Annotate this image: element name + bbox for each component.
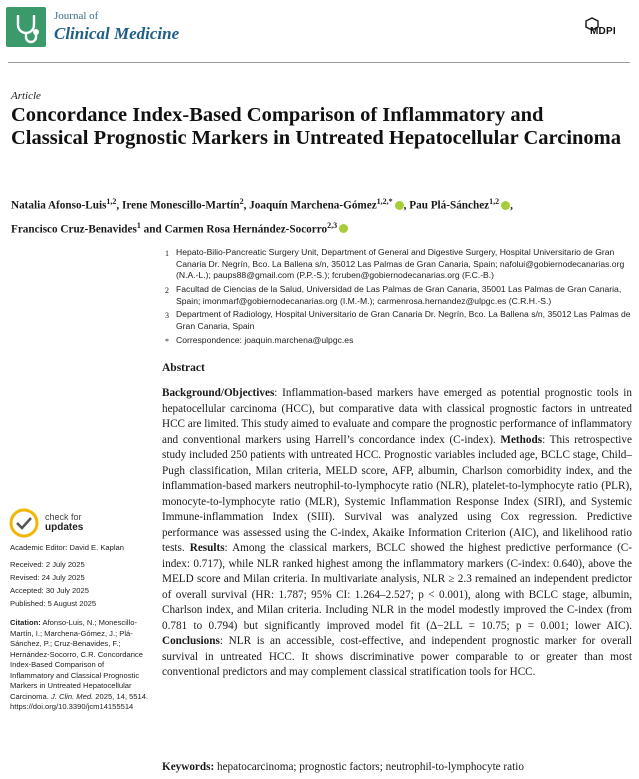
abstract-section-label: Methods (500, 433, 543, 446)
citation-text: Afonso-Luis, N.; Monescillo-Martín, I.; Marchena-Gómez, J.; Plá-Sánchez, P.; Cruz-Benavides, F.; Hernández-Socorro, C.R. Concordance Index-Based Comparison of Inflammatory and Classical Prognostic Markers in Untreated Hepatocellular Carcinoma. (10, 618, 143, 701)
orcid-icon[interactable] (395, 201, 404, 210)
author-affiliation-ref: 2 (239, 197, 244, 206)
journal-name[interactable]: Clinical Medicine (54, 24, 180, 43)
keywords-text: hepatocarcinoma; prognostic factors; neutrophil-to-lymphocyte ratio (217, 761, 524, 773)
author-affiliation-ref: 1,2 (106, 197, 117, 206)
date-revised: Revised: 24 July 2025 (10, 573, 85, 582)
author-name[interactable]: Natalia Afonso-Luis (11, 199, 107, 212)
author-affiliation-ref: 1 (136, 220, 141, 230)
date-received: Received: 2 July 2025 (10, 560, 85, 569)
journal-prefix: Journal of (54, 10, 99, 22)
author-separator: and (140, 223, 165, 236)
affiliation-number: * (165, 337, 169, 346)
affiliation-text: Facultad de Ciencias de la Salud, Universidad de Las Palmas de Gran Canaria, 35001 Las Palmas de Gran Canaria, Spain; imonmarf@gobiernodecanarias.org (I.M.-M.); carmenrosa.hernandez@ulpgc.es (C.R.H.-S.) (176, 284, 622, 306)
abstract-section-text: : Among the classical markers, BCLC showed the highest predictive performance (C-index: 0.717), while NLR ranked highest among the inflammatory markers (C-index: 0.640), above the MELD score and Milan criteria. In multivariate analysis, NLR ≥ 2.3 remained an independent predictor of overall survival (HR: 1.787; 95% CI: 1.264–2.527; p < 0.001), along with BCLC stage, albumin, Charlson index, and Milan criteria. Including NLR in the model modestly improved the C-index (from 0.781 to 0.794) but significantly improved model fit (Δ−2LL = 10.75; p = 0.001; lower AIC). (162, 542, 632, 632)
paper-title: Concordance Index-Based Comparison of Inflammatory and Classical Prognostic Markers in Untreated Hepatocellular Carcinoma (11, 104, 621, 149)
author-separator: , (510, 199, 513, 212)
author-name[interactable]: Irene Monescillo-Martín (122, 199, 240, 212)
author-affiliation-ref: 1,2,* (376, 197, 393, 206)
affiliation-text: Department of Radiology, Hospital Universitario de Gran Canaria Dr. Negrín, Bco. La Ballena s/n, 35012 Las Palmas de Gran Canaria, Spain (176, 309, 631, 331)
publisher-logo[interactable]: MDPI (590, 26, 616, 37)
affiliation-number: 1 (165, 249, 169, 258)
author-name[interactable]: Carmen Rosa Hernández-Socorro (164, 223, 328, 236)
article-type: Article (11, 90, 41, 102)
abstract-section-label: Results (189, 542, 225, 554)
citation-doi[interactable]: https://doi.org/10.3390/jcm14155514 (10, 702, 134, 711)
abstract-body (162, 386, 632, 681)
date-published: Published: 5 August 2025 (10, 599, 97, 608)
citation-journal: J. Clin. Med. (50, 691, 94, 701)
abstract-heading: Abstract (162, 362, 205, 374)
affiliation-number: 3 (165, 311, 169, 320)
abstract-section-text: : NLR is an accessible, cost-effective, and independent prognostic marker for overall survival in untreated HCC. It shows discriminative power comparable to or greater than most conventional predictors and may complement classical stratification tools for HCC. (162, 635, 632, 678)
check-for-updates-line2: updates (45, 522, 84, 533)
keywords-label: Keywords: (162, 761, 215, 773)
citation-volume: 2025, 14, 5514. (95, 691, 149, 701)
author-separator: , (116, 199, 123, 212)
citation-block (10, 618, 150, 713)
date-accepted: Accepted: 30 July 2025 (10, 586, 89, 595)
check-for-updates-icon[interactable] (9, 508, 39, 538)
abstract-section-text: : This retrospective study included 250 patients with untreated HCC. Prognostic variables included age, BCLC stage, Child–Pugh classification, Milan criteria, MELD score, AFP, albumin, Charlson comorbidity index, and the inflammation-based markers neutrophil-to-lymphocyte ratio (NLR), platelet-to-lymphocyte ratio (PLR), monocyte-to-lymphocyte ratio (MLR), Systemic Inflammation Response Index (SIRI), and Systemic Immune-inflammation Index (SIII). Survival was analyzed using Cox regression. Predictive performance was assessed using the C-index, Akaike Information Criterion (AIC), and likelihood ratio tests. (162, 433, 632, 554)
author-list (11, 192, 631, 239)
stethoscope-icon (6, 7, 46, 47)
citation-label: Citation: (10, 618, 41, 627)
academic-editor: Academic Editor: David E. Kaplan (10, 543, 124, 552)
abstract-section-label: Background/Objectives (162, 387, 275, 399)
affiliation-number: 2 (165, 286, 169, 295)
author-separator: , (243, 199, 250, 212)
author-name[interactable]: Joaquín Marchena-Gómez (249, 199, 377, 212)
author-affiliation-ref: 1,2 (489, 197, 500, 206)
header-divider (8, 62, 630, 63)
abstract-section-label: Conclusions (162, 635, 220, 647)
correspondence-text: Correspondence: joaquin.marchena@ulpgc.es (176, 335, 354, 345)
check-for-updates-link[interactable] (45, 512, 83, 533)
orcid-icon[interactable] (339, 224, 348, 233)
author-separator: , (403, 199, 410, 212)
author-affiliation-ref: 2,3 (327, 220, 338, 230)
check-for-updates-line1: check for (45, 512, 82, 522)
affiliation-text: Hepato-Bilio-Pancreatic Surgery Unit, Department of General and Digestive Surgery, Hospital Universitario de Gran Canaria Dr. Negrín, Bco. La Ballena s/n, 35012 Las Palmas de Gran Canaria, Spain; nafolui@gobiernodecanarias.org (N.A.-L.); paups88@gmail.com (P.P.-S.); fcruben@gobiernodecanarias.org (F.C.-B.) (176, 247, 625, 280)
author-name[interactable]: Francisco Cruz-Benavides (11, 223, 137, 236)
author-name[interactable]: Pau Plá-Sánchez (409, 199, 490, 212)
abstract-section-text: : Inflammation-based markers have emerged as potential prognostic tools in hepatocellular carcinoma (HCC), but comparative data with classical prognostic factors in untreated HCC are limited. This study aimed to evaluate and compare the prognostic performance of inflammatory and conventional markers using Harrell’s concordance index (C-index). (162, 387, 632, 446)
orcid-icon[interactable] (501, 201, 510, 210)
keywords (162, 761, 632, 773)
